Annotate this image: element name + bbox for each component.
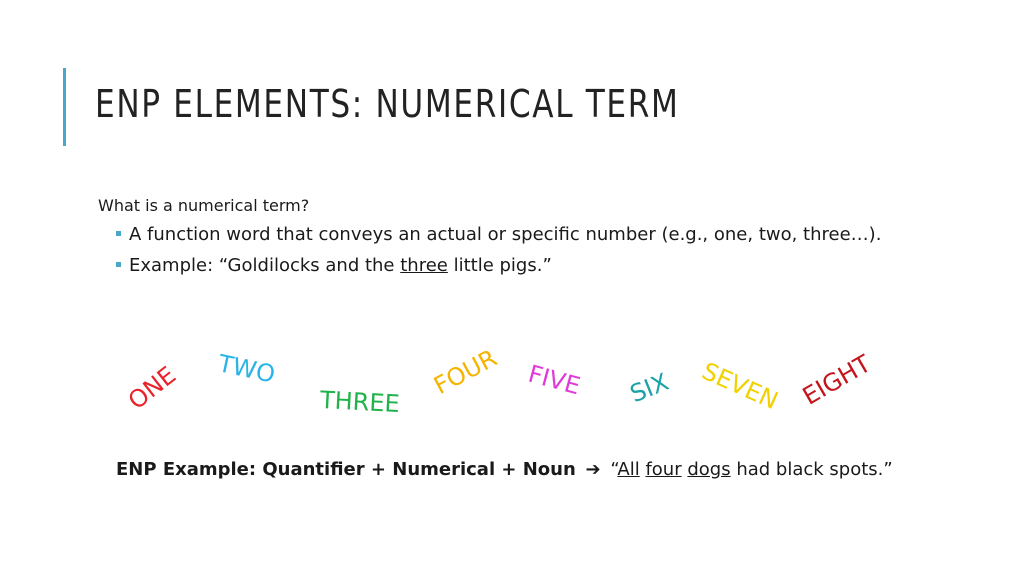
bullet-list [116, 222, 906, 284]
enp-example-label: ENP Example: Quantifier + Numerical + Noun [116, 459, 576, 480]
enp-example [116, 456, 916, 483]
enp-example-rest: had black spots.” [730, 459, 893, 480]
bullet-item-example [116, 253, 906, 278]
number-word-eight: EIGHT [797, 349, 876, 411]
number-word-three: THREE [319, 385, 401, 419]
square-bullet-icon [116, 262, 121, 267]
number-word-one: ONE [122, 360, 182, 416]
enp-open-quote: “ [610, 459, 618, 480]
number-word-seven: SEVEN [697, 356, 783, 416]
bullet-item-definition [116, 222, 906, 247]
definition-text: A function word that conveys an actual or specific number (e.g., one, two, three…). [129, 224, 882, 245]
question-text: What is a numerical term? [98, 196, 310, 215]
enp-word-numerical: four [645, 459, 682, 480]
slide-title: ENP ELEMENTS: NUMERICAL TERM [95, 82, 680, 126]
number-word-four: FOUR [429, 343, 502, 401]
example-suffix: little pigs.” [447, 255, 552, 276]
enp-word-noun: dogs [687, 459, 731, 480]
number-word-six: SIX [626, 367, 673, 409]
title-accent-bar [63, 68, 66, 146]
number-word-two: TWO [215, 349, 278, 389]
enp-word-quantifier: All [617, 459, 640, 480]
number-word-five: FIVE [525, 359, 584, 401]
example-prefix: Example: “Goldilocks and the [129, 255, 401, 276]
arrow-right-icon: ➔ [585, 459, 601, 480]
square-bullet-icon [116, 231, 121, 236]
example-underlined-word: three [400, 255, 448, 276]
